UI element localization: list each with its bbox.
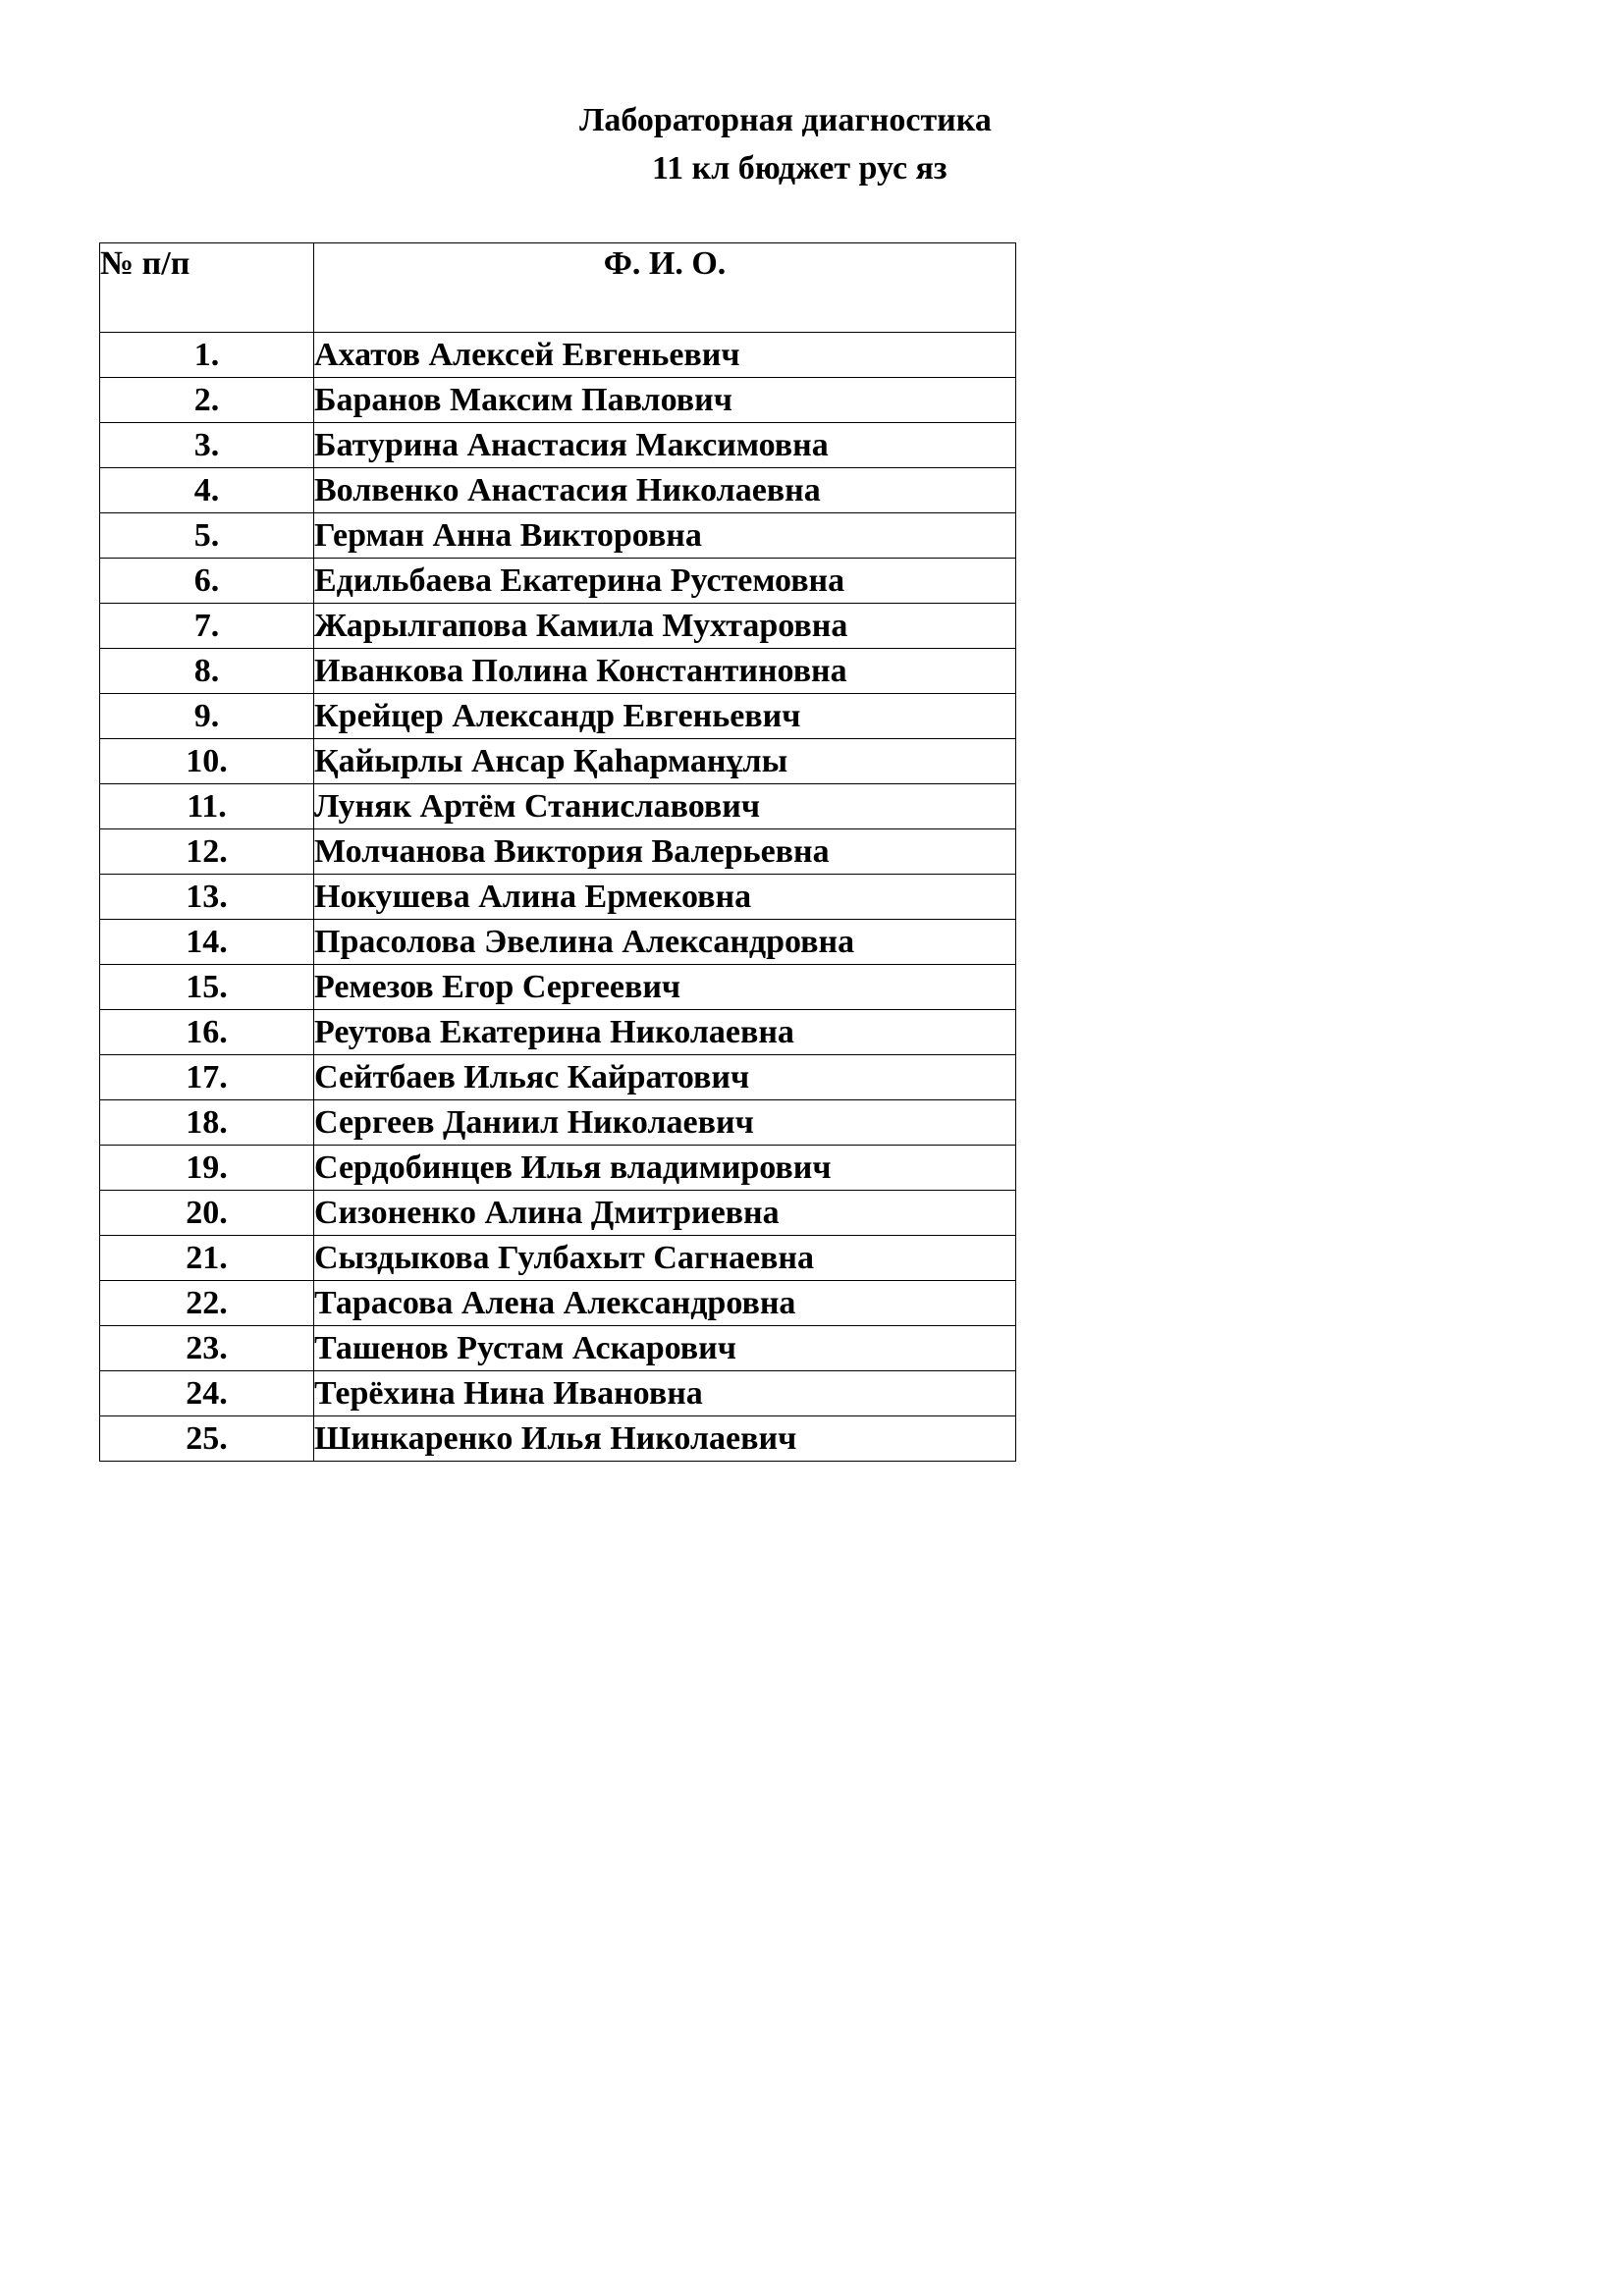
row-number: 11.	[100, 784, 314, 829]
row-number: 5.	[100, 513, 314, 559]
table-row	[100, 513, 1016, 559]
row-number: 1.	[100, 333, 314, 378]
table-row	[100, 649, 1016, 694]
row-number: 4.	[100, 468, 314, 513]
header-number: № п/п	[100, 243, 314, 333]
table-row	[100, 965, 1016, 1010]
table-row	[100, 694, 1016, 739]
student-name: Батурина Анастасия Максимовна	[314, 423, 1016, 468]
table-row	[100, 875, 1016, 920]
student-name: Герман Анна Викторовна	[314, 513, 1016, 559]
row-number: 16.	[100, 1010, 314, 1055]
student-name: Волвенко Анастасия Николаевна	[314, 468, 1016, 513]
table-row	[100, 559, 1016, 604]
table-row	[100, 378, 1016, 423]
table-row	[100, 1371, 1016, 1416]
row-number: 14.	[100, 920, 314, 965]
student-name: Сейтбаев Ильяс Кайратович	[314, 1055, 1016, 1100]
student-name: Қайырлы Ансар Қаһарманұлы	[314, 739, 1016, 784]
row-number: 19.	[100, 1146, 314, 1191]
row-number: 15.	[100, 965, 314, 1010]
row-number: 10.	[100, 739, 314, 784]
row-number: 24.	[100, 1371, 314, 1416]
table-row	[100, 920, 1016, 965]
row-number: 2.	[100, 378, 314, 423]
table-row	[100, 604, 1016, 649]
row-number: 6.	[100, 559, 314, 604]
student-name: Едильбаева Екатерина Рустемовна	[314, 559, 1016, 604]
student-name: Луняк Артём Станиславович	[314, 784, 1016, 829]
student-name: Сыздыкова Гулбахыт Сагнаевна	[314, 1236, 1016, 1281]
row-number: 18.	[100, 1100, 314, 1146]
row-number: 8.	[100, 649, 314, 694]
document-subtitle: 11 кл бюджет рус яз	[652, 150, 947, 187]
student-name: Реутова Екатерина Николаевна	[314, 1010, 1016, 1055]
table-row	[100, 1281, 1016, 1326]
table-row	[100, 739, 1016, 784]
table-row	[100, 1416, 1016, 1462]
table-row	[100, 784, 1016, 829]
row-number: 3.	[100, 423, 314, 468]
row-number: 23.	[100, 1326, 314, 1371]
student-name: Терёхина Нина Ивановна	[314, 1371, 1016, 1416]
table-header-row	[100, 243, 1016, 333]
student-name: Тарасова Алена Александровна	[314, 1281, 1016, 1326]
student-name: Шинкаренко Илья Николаевич	[314, 1416, 1016, 1462]
table-row	[100, 1055, 1016, 1100]
student-name: Ташенов Рустам Аскарович	[314, 1326, 1016, 1371]
student-name: Нокушева Алина Ермековна	[314, 875, 1016, 920]
row-number: 25.	[100, 1416, 314, 1462]
table-row	[100, 1010, 1016, 1055]
row-number: 17.	[100, 1055, 314, 1100]
student-name: Жарылгапова Камила Мухтаровна	[314, 604, 1016, 649]
table-row	[100, 1191, 1016, 1236]
table-row	[100, 1236, 1016, 1281]
row-number: 12.	[100, 829, 314, 875]
table-row	[100, 1100, 1016, 1146]
student-name: Иванкова Полина Константиновна	[314, 649, 1016, 694]
table-row	[100, 333, 1016, 378]
table-row	[100, 1326, 1016, 1371]
table-body	[100, 333, 1016, 1462]
student-name: Ремезов Егор Сергеевич	[314, 965, 1016, 1010]
table-row	[100, 829, 1016, 875]
header-full-name: Ф. И. О.	[314, 243, 1016, 333]
row-number: 7.	[100, 604, 314, 649]
student-name: Молчанова Виктория Валерьевна	[314, 829, 1016, 875]
row-number: 13.	[100, 875, 314, 920]
table-row	[100, 468, 1016, 513]
student-name: Сергеев Даниил Николаевич	[314, 1100, 1016, 1146]
row-number: 21.	[100, 1236, 314, 1281]
student-name: Сизоненко Алина Дмитриевна	[314, 1191, 1016, 1236]
document-title: Лабораторная диагностика	[579, 102, 992, 138]
student-name: Крейцер Александр Евгеньевич	[314, 694, 1016, 739]
student-roster-table	[99, 242, 1016, 1462]
student-name: Ахатов Алексей Евгеньевич	[314, 333, 1016, 378]
student-name: Сердобинцев Илья владимирович	[314, 1146, 1016, 1191]
row-number: 20.	[100, 1191, 314, 1236]
table-row	[100, 1146, 1016, 1191]
student-name: Баранов Максим Павлович	[314, 378, 1016, 423]
student-name: Прасолова Эвелина Александровна	[314, 920, 1016, 965]
row-number: 22.	[100, 1281, 314, 1326]
row-number: 9.	[100, 694, 314, 739]
table-row	[100, 423, 1016, 468]
